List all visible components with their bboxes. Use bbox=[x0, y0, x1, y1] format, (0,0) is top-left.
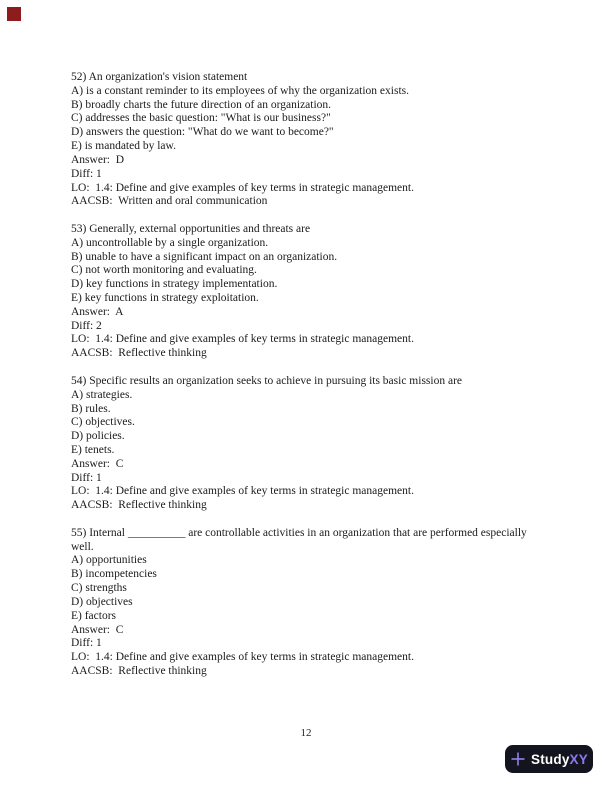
question-line: B) incompetencies bbox=[71, 568, 157, 581]
logo-text bbox=[531, 752, 588, 767]
question-line: D) answers the question: "What do we want to become?" bbox=[71, 126, 334, 139]
question-block-54 bbox=[71, 375, 571, 513]
question-line: AACSB: Reflective thinking bbox=[71, 664, 207, 677]
logo-text-xy: XY bbox=[569, 751, 588, 767]
question-line: D) objectives bbox=[71, 595, 133, 608]
question-line: A) uncontrollable by a single organization. bbox=[71, 236, 269, 249]
question-line: Answer: A bbox=[71, 305, 124, 318]
question-line: Answer: C bbox=[71, 623, 124, 636]
question-list bbox=[71, 71, 571, 693]
question-block-53 bbox=[71, 223, 571, 361]
question-block-52 bbox=[71, 71, 571, 209]
studyxy-logo[interactable] bbox=[505, 745, 593, 773]
question-line: 54) Specific results an organization seeks to achieve in pursuing its basic mission are bbox=[71, 374, 463, 387]
question-line: B) broadly charts the future direction of an organization. bbox=[71, 98, 332, 111]
question-line: 53) Generally, external opportunities and threats are bbox=[71, 222, 311, 235]
question-line: A) opportunities bbox=[71, 554, 147, 567]
question-line: well. bbox=[71, 540, 94, 553]
question-line: LO: 1.4: Define and give examples of key terms in strategic management. bbox=[71, 651, 414, 664]
question-line: A) is a constant reminder to its employees of why the organization exists. bbox=[71, 84, 410, 97]
question-line: E) is mandated by law. bbox=[71, 140, 176, 153]
question-line: D) key functions in strategy implementation. bbox=[71, 278, 278, 291]
logo-text-study: Study bbox=[531, 751, 570, 767]
question-line: Diff: 1 bbox=[71, 471, 102, 484]
question-line: Diff: 1 bbox=[71, 637, 102, 650]
question-line: LO: 1.4: Define and give examples of key terms in strategic management. bbox=[71, 333, 414, 346]
question-line: AACSB: Written and oral communication bbox=[71, 195, 268, 208]
question-line: Diff: 2 bbox=[71, 319, 102, 332]
question-line: AACSB: Reflective thinking bbox=[71, 347, 207, 360]
plus-icon bbox=[510, 751, 526, 767]
question-line: E) tenets. bbox=[71, 443, 115, 456]
question-line: C) not worth monitoring and evaluating. bbox=[71, 264, 257, 277]
question-line: D) policies. bbox=[71, 430, 125, 443]
question-line: E) factors bbox=[71, 609, 117, 622]
corner-marker bbox=[7, 7, 21, 21]
question-line: C) strengths bbox=[71, 582, 127, 595]
question-line: Answer: C bbox=[71, 457, 124, 470]
question-line: A) strategies. bbox=[71, 388, 133, 401]
question-line: 55) Internal __________ are controllable activities in an organization that are performed especially bbox=[71, 526, 527, 539]
question-line: B) rules. bbox=[71, 402, 111, 415]
question-line: Answer: D bbox=[71, 153, 125, 166]
question-line: E) key functions in strategy exploitation. bbox=[71, 292, 259, 304]
question-line: LO: 1.4: Define and give examples of key terms in strategic management. bbox=[71, 181, 414, 194]
question-line: 52) An organization's vision statement bbox=[71, 71, 248, 83]
question-line: AACSB: Reflective thinking bbox=[71, 499, 207, 512]
question-line: B) unable to have a significant impact on an organization. bbox=[71, 250, 338, 263]
question-block-55 bbox=[71, 527, 571, 679]
question-line: Diff: 1 bbox=[71, 167, 102, 180]
question-line: C) addresses the basic question: "What is our business?" bbox=[71, 112, 331, 125]
question-line: LO: 1.4: Define and give examples of key terms in strategic management. bbox=[71, 485, 414, 498]
page-number: 12 bbox=[300, 727, 312, 739]
question-line: C) objectives. bbox=[71, 416, 135, 429]
